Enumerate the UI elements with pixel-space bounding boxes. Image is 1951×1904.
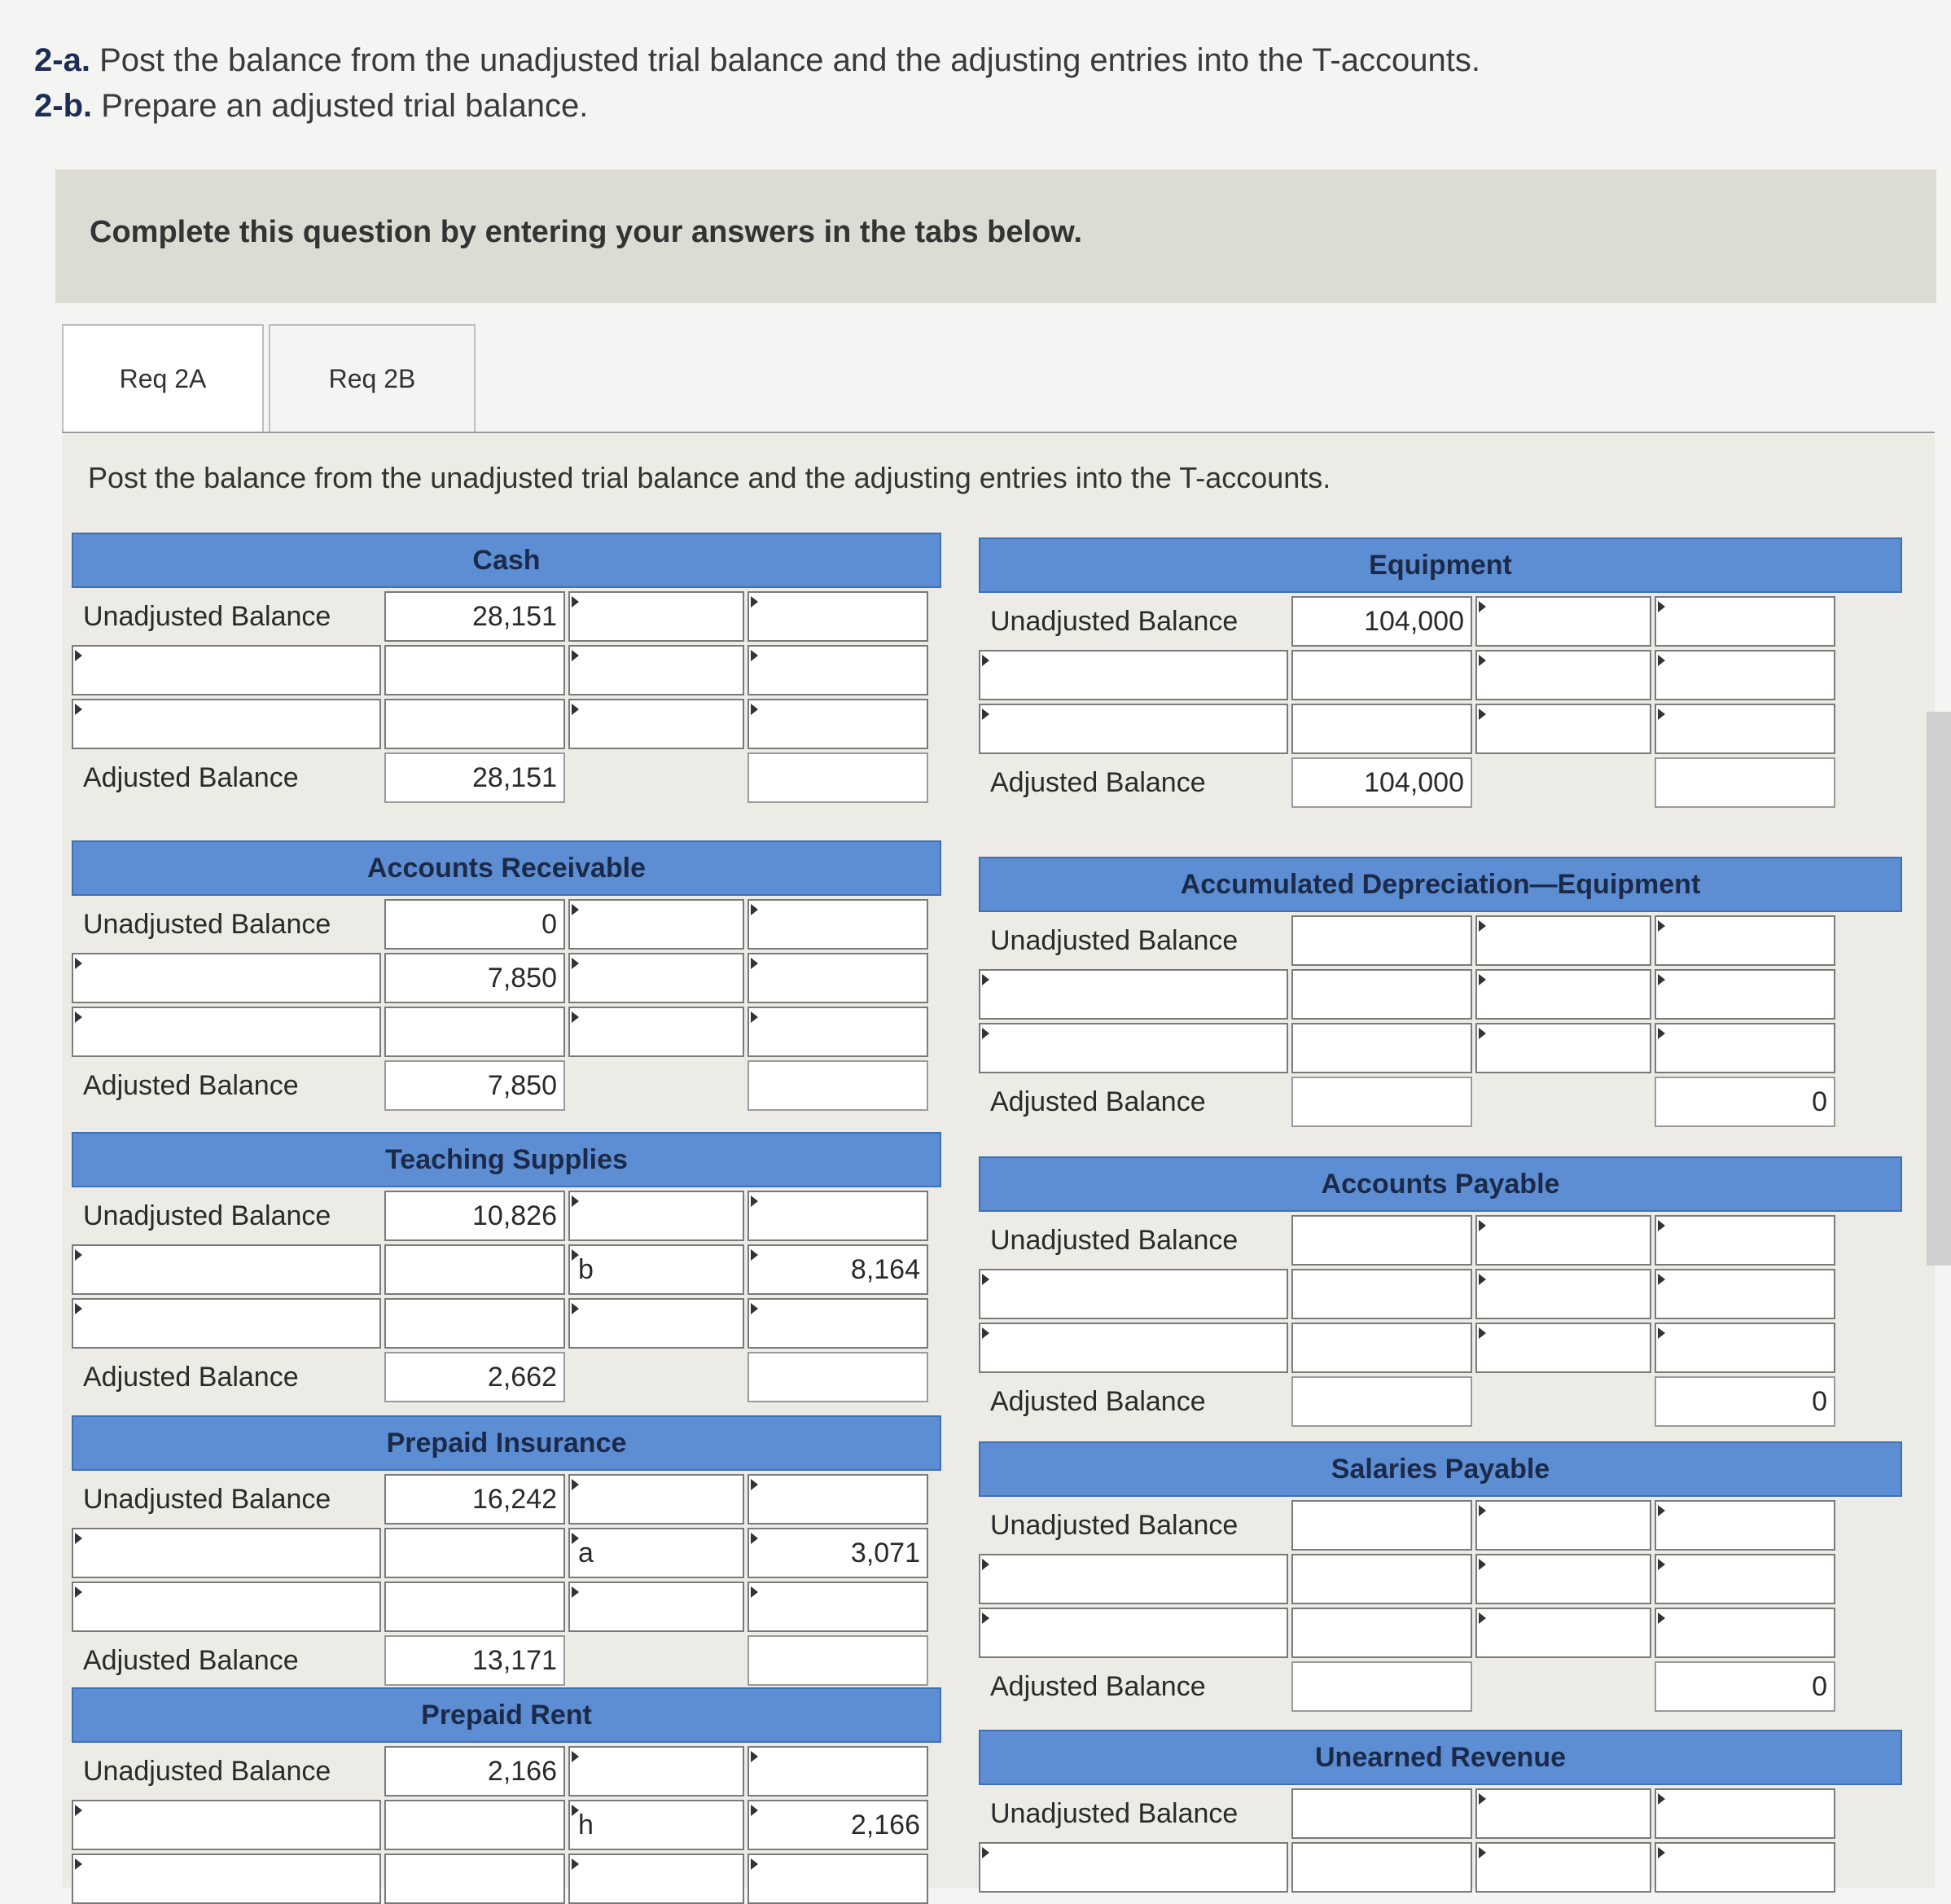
debit-input[interactable]: 28,151 — [384, 591, 565, 642]
credit-input[interactable] — [748, 645, 928, 695]
unadjusted-label: Unadjusted Balance — [83, 1483, 331, 1515]
debit-input[interactable]: 16,242 — [384, 1474, 565, 1525]
ref-select[interactable] — [568, 1854, 744, 1904]
credit-input[interactable] — [1655, 1554, 1835, 1604]
question-text: Post the balance from the unadjusted trial balance and the adjusting entries into the T-accounts. — [99, 42, 1480, 78]
credit-input[interactable] — [1655, 969, 1835, 1020]
ref-select[interactable]: a — [568, 1528, 744, 1578]
credit-input[interactable] — [748, 1854, 928, 1904]
tab-req-2b[interactable]: Req 2B — [269, 324, 476, 432]
t-account-prepaid-rent — [72, 1687, 941, 1904]
unadjusted-label: Unadjusted Balance — [990, 1509, 1239, 1541]
debit-input[interactable] — [1291, 969, 1472, 1020]
debit-input[interactable] — [1291, 1788, 1472, 1839]
debit-input[interactable] — [1291, 1608, 1472, 1658]
credit-input[interactable] — [1655, 704, 1835, 754]
credit-input[interactable] — [1655, 1215, 1835, 1266]
debit-input[interactable] — [384, 1854, 565, 1904]
ref-select[interactable] — [568, 1746, 744, 1797]
ref-select[interactable] — [568, 1191, 744, 1241]
ref-select[interactable] — [1475, 1842, 1651, 1893]
label-select[interactable] — [72, 1854, 381, 1904]
credit-input[interactable] — [748, 1298, 928, 1349]
adjusted-label: Adjusted Balance — [990, 1385, 1206, 1417]
label-select[interactable] — [979, 1608, 1288, 1658]
label-select[interactable] — [72, 1528, 381, 1578]
credit-input[interactable] — [748, 899, 928, 950]
debit-input[interactable] — [1291, 1554, 1472, 1604]
adjusted-credit — [1655, 757, 1835, 808]
credit-input[interactable] — [1655, 650, 1835, 700]
debit-input[interactable]: 104,000 — [1291, 596, 1472, 647]
label-select[interactable] — [72, 953, 381, 1003]
credit-input[interactable] — [1655, 596, 1835, 647]
credit-input[interactable] — [748, 1582, 928, 1632]
debit-input[interactable] — [1291, 650, 1472, 700]
tab-bar — [62, 324, 1935, 433]
unadjusted-label: Unadjusted Balance — [990, 1797, 1239, 1829]
ref-select[interactable] — [1475, 650, 1651, 700]
debit-input[interactable] — [384, 699, 565, 749]
label-select[interactable] — [979, 1554, 1288, 1604]
debit-input[interactable] — [384, 645, 565, 695]
adjusted-label: Adjusted Balance — [990, 766, 1206, 798]
question-number: 2-b. — [34, 88, 93, 124]
ref-select[interactable] — [1475, 1554, 1651, 1604]
credit-input[interactable] — [1655, 915, 1835, 966]
ref-select[interactable] — [568, 953, 744, 1003]
label-select[interactable] — [979, 1269, 1288, 1319]
label-select[interactable] — [72, 699, 381, 749]
credit-input[interactable] — [748, 1746, 928, 1797]
adjusted-debit: 2,662 — [384, 1352, 565, 1402]
instruction-box — [55, 169, 1936, 303]
debit-input[interactable] — [1291, 1269, 1472, 1319]
t-account-title: Prepaid Rent — [72, 1687, 941, 1743]
adjusted-debit — [1291, 1376, 1472, 1427]
label-select[interactable] — [72, 1007, 381, 1057]
debit-input[interactable] — [384, 1244, 565, 1295]
vertical-scrollbar[interactable] — [1927, 712, 1951, 1266]
debit-input[interactable] — [384, 1007, 565, 1057]
adjusted-debit: 7,850 — [384, 1060, 565, 1111]
debit-input[interactable]: 0 — [384, 899, 565, 950]
ref-select[interactable] — [1475, 1269, 1651, 1319]
credit-input[interactable] — [1655, 1269, 1835, 1319]
adjusted-debit — [1291, 1661, 1472, 1712]
ref-select[interactable] — [568, 1007, 744, 1057]
t-account-unearned-revenue — [979, 1730, 1902, 1893]
label-select[interactable] — [72, 1298, 381, 1349]
ref-select[interactable] — [1475, 1215, 1651, 1266]
credit-input[interactable] — [1655, 1500, 1835, 1551]
debit-input[interactable] — [384, 1582, 565, 1632]
adjusted-label: Adjusted Balance — [83, 1069, 299, 1101]
t-account-title: Accumulated Depreciation—Equipment — [979, 857, 1902, 912]
ref-select[interactable] — [1475, 1500, 1651, 1551]
credit-input[interactable] — [1655, 1608, 1835, 1658]
t-account-cash — [72, 533, 941, 803]
label-select[interactable] — [72, 1582, 381, 1632]
adjusted-credit — [748, 752, 928, 803]
ref-select[interactable] — [568, 1474, 744, 1525]
label-select[interactable] — [979, 1842, 1288, 1893]
adjusted-credit — [748, 1352, 928, 1402]
credit-input[interactable] — [1655, 1788, 1835, 1839]
label-select[interactable] — [979, 969, 1288, 1020]
instruction-text: Complete this question by entering your answers in the tabs below. — [90, 215, 1083, 249]
debit-input[interactable] — [1291, 704, 1472, 754]
ref-select[interactable] — [568, 1582, 744, 1632]
t-account-title: Cash — [72, 533, 941, 588]
t-account-accounts-receivable — [72, 840, 941, 1111]
adjusted-label: Adjusted Balance — [83, 761, 299, 793]
t-account-salaries-payable — [979, 1441, 1902, 1712]
credit-input[interactable]: 8,164 — [748, 1244, 928, 1295]
unadjusted-label: Unadjusted Balance — [83, 600, 331, 632]
credit-input[interactable]: 2,166 — [748, 1800, 928, 1850]
ref-select[interactable] — [1475, 1023, 1651, 1073]
adjusted-credit: 0 — [1655, 1077, 1835, 1127]
t-account-title: Accounts Payable — [979, 1156, 1902, 1212]
debit-input[interactable] — [1291, 1842, 1472, 1893]
unadjusted-label: Unadjusted Balance — [83, 1755, 331, 1787]
credit-input[interactable]: 3,071 — [748, 1528, 928, 1578]
ref-select[interactable] — [1475, 596, 1651, 647]
credit-input[interactable] — [748, 1191, 928, 1241]
label-select[interactable] — [979, 704, 1288, 754]
debit-input[interactable]: 2,166 — [384, 1746, 565, 1797]
t-account-title: Salaries Payable — [979, 1441, 1902, 1497]
tab-req-2a[interactable]: Req 2A — [62, 324, 264, 432]
ref-select[interactable] — [1475, 915, 1651, 966]
label-select[interactable] — [72, 1244, 381, 1295]
credit-input[interactable] — [748, 699, 928, 749]
ref-select[interactable] — [568, 1298, 744, 1349]
unadjusted-label: Unadjusted Balance — [990, 924, 1239, 956]
debit-input[interactable] — [1291, 915, 1472, 966]
t-account-prepaid-insurance — [72, 1415, 941, 1686]
ref-select[interactable] — [1475, 1323, 1651, 1373]
adjusted-debit — [1291, 1077, 1472, 1127]
t-account-accumulated-depreciation — [979, 857, 1902, 1127]
question-text: Prepare an adjusted trial balance. — [101, 88, 589, 124]
ref-select[interactable]: h — [568, 1800, 744, 1850]
debit-input[interactable] — [384, 1298, 565, 1349]
debit-input[interactable] — [384, 1800, 565, 1850]
ref-select[interactable] — [568, 591, 744, 642]
adjusted-credit: 0 — [1655, 1376, 1835, 1427]
ref-select[interactable] — [568, 899, 744, 950]
label-select[interactable] — [72, 645, 381, 695]
label-select[interactable] — [979, 650, 1288, 700]
t-account-title: Prepaid Insurance — [72, 1415, 941, 1471]
ref-select[interactable] — [1475, 1788, 1651, 1839]
debit-input[interactable] — [384, 1528, 565, 1578]
question-number: 2-a. — [34, 42, 90, 78]
ref-select[interactable] — [568, 699, 744, 749]
adjusted-credit — [748, 1060, 928, 1111]
adjusted-debit: 104,000 — [1291, 757, 1472, 808]
label-select[interactable] — [979, 1023, 1288, 1073]
adjusted-debit: 13,171 — [384, 1635, 565, 1686]
ref-select[interactable] — [1475, 1608, 1651, 1658]
t-account-teaching-supplies — [72, 1132, 941, 1402]
adjusted-debit: 28,151 — [384, 752, 565, 803]
debit-input[interactable] — [1291, 1215, 1472, 1266]
question-line-2a — [34, 42, 1480, 79]
ref-select[interactable] — [1475, 969, 1651, 1020]
adjusted-label: Adjusted Balance — [83, 1644, 299, 1676]
credit-input[interactable] — [748, 1007, 928, 1057]
debit-input[interactable] — [1291, 1023, 1472, 1073]
debit-input[interactable] — [1291, 1323, 1472, 1373]
question-line-2b — [34, 88, 588, 125]
adjusted-credit: 0 — [1655, 1661, 1835, 1712]
t-account-title: Teaching Supplies — [72, 1132, 941, 1187]
adjusted-credit — [748, 1635, 928, 1686]
ref-select[interactable] — [568, 645, 744, 695]
credit-input[interactable] — [1655, 1842, 1835, 1893]
debit-input[interactable]: 7,850 — [384, 953, 565, 1003]
label-select[interactable] — [72, 1800, 381, 1850]
t-account-title: Equipment — [979, 537, 1902, 593]
unadjusted-label: Unadjusted Balance — [990, 1224, 1239, 1256]
post-instruction: Post the balance from the unadjusted trial balance and the adjusting entries into the T-accounts. — [88, 461, 1331, 494]
adjusted-label: Adjusted Balance — [83, 1361, 299, 1393]
t-account-equipment — [979, 537, 1902, 808]
credit-input[interactable] — [1655, 1323, 1835, 1373]
credit-input[interactable] — [748, 1474, 928, 1525]
credit-input[interactable] — [748, 953, 928, 1003]
t-account-title: Unearned Revenue — [979, 1730, 1902, 1785]
label-select[interactable] — [979, 1323, 1288, 1373]
adjusted-label: Adjusted Balance — [990, 1670, 1206, 1702]
adjusted-label: Adjusted Balance — [990, 1086, 1206, 1117]
ref-select[interactable]: b — [568, 1244, 744, 1295]
debit-input[interactable]: 10,826 — [384, 1191, 565, 1241]
credit-input[interactable] — [1655, 1023, 1835, 1073]
unadjusted-label: Unadjusted Balance — [83, 1200, 331, 1231]
t-account-title: Accounts Receivable — [72, 840, 941, 896]
t-account-accounts-payable — [979, 1156, 1902, 1427]
credit-input[interactable] — [748, 591, 928, 642]
unadjusted-label: Unadjusted Balance — [83, 908, 331, 940]
unadjusted-label: Unadjusted Balance — [990, 605, 1239, 637]
ref-select[interactable] — [1475, 704, 1651, 754]
debit-input[interactable] — [1291, 1500, 1472, 1551]
